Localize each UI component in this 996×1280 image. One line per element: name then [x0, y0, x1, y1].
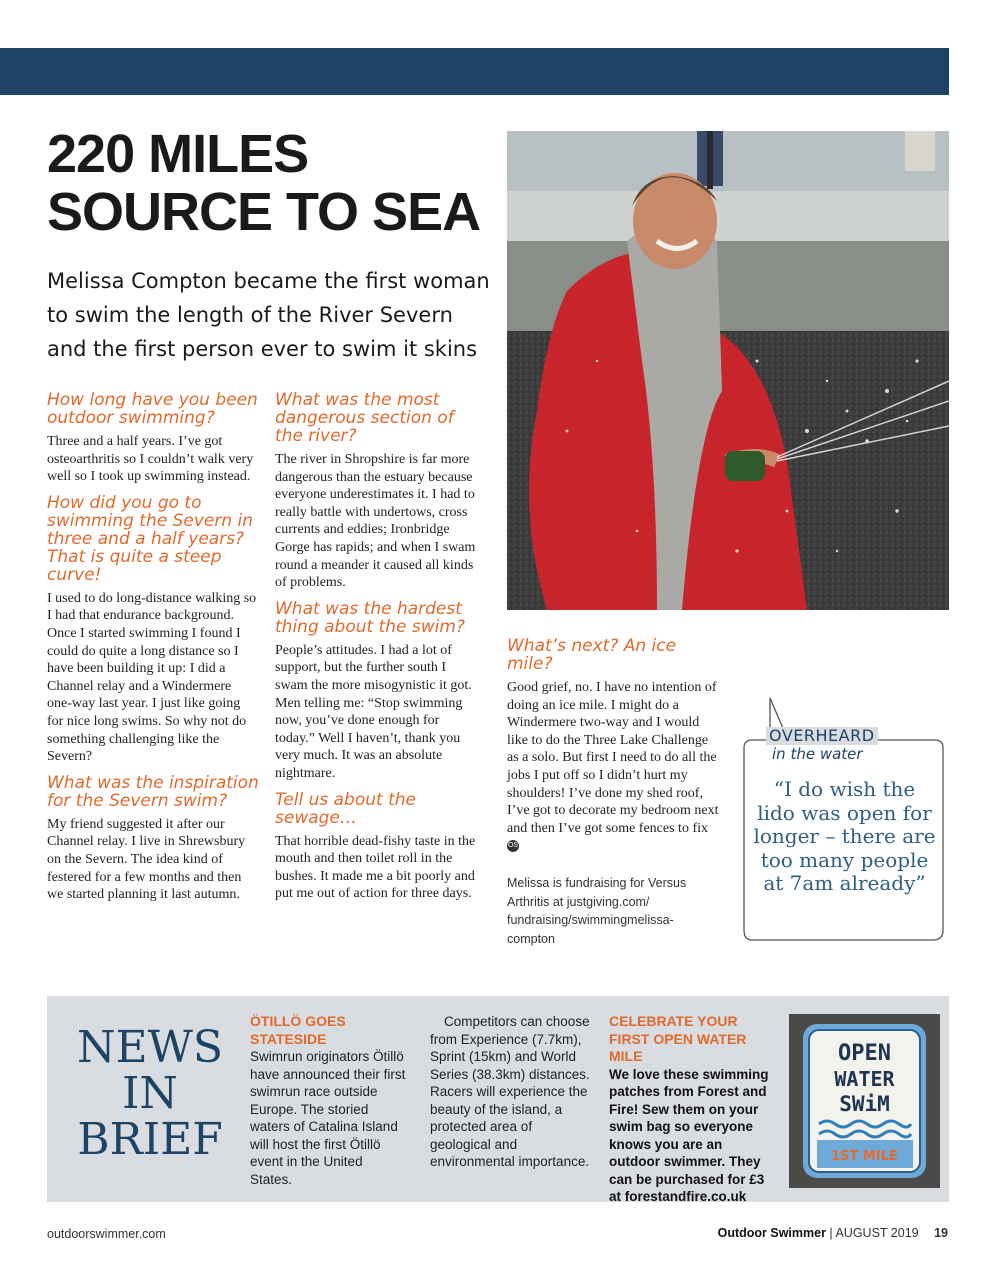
headline-line-2: SOURCE TO SEA [47, 182, 481, 242]
column-2 [275, 391, 480, 911]
news-item-1-continued-body: Competitors can choose from Experience (7.7km), Sprint (15km) and World Series (38.3km) distances. Racers will experience the beauty of the island, a protected area of geological and environmental importance. [430, 1014, 590, 1169]
article-photo [507, 131, 949, 610]
answer-2: I used to do long-distance walking so I had that endurance background. Once I started swimming I found I could do quite a long distance so I have been building it up: I did a Channel relay and a Windermere one-way last year. I just like going for nice long swims. So why not do something challenging like the Severn? [47, 590, 257, 765]
news-in-brief-title [75, 1022, 225, 1165]
news-title-line-2: IN [122, 1068, 178, 1119]
question-7: What’s next? An ice mile? [507, 636, 677, 674]
answer-1: Three and a half years. I’ve got osteoarthritis so I couldn’t walk very well so I took up swimming instead. [47, 434, 254, 485]
question-1: How long have you been outdoor swimming? [47, 390, 258, 428]
question-3: What was the inspiration for the Severn swim? [47, 772, 259, 811]
column-1 [47, 391, 259, 912]
answer-6: That horrible dead-fishy taste in the mouth and then toilet roll in the bushes. It made me a bit poorly and put me out of action for three days. [275, 833, 476, 902]
patch-bottom-text: 1ST MILE [831, 1149, 898, 1164]
answer-4: The river in Shropshire is far more dangerous than the estuary because everyone underestimates it. I had to really battle with undertows, cross currents and eddies; Ironbridge Gorge has rapids; and when I swam round a meander it caused all kinds of problems. [275, 452, 476, 591]
question-2: How did you go to swimming the Severn in three and a half years? That is quite a steep curve! [47, 492, 254, 585]
footer-issue-date: | AUGUST 2019 [829, 1226, 919, 1240]
answer-3: My friend suggested it after our Channel relay. I live in Shrewsbury on the Severn. The idea kind of festered for a few months and then we started planning it last autumn. [47, 816, 246, 903]
patch-text-line-1: OPEN [838, 1041, 891, 1066]
question-5: What was the hardest thing about the swim? [275, 598, 465, 637]
swim-patch-image [789, 1014, 940, 1188]
headline-line-1: 220 MILES [47, 124, 309, 184]
news-item-2-heading: CELEBRATE YOUR FIRST OPEN WATER MILE [609, 1013, 747, 1064]
header-bar [0, 48, 949, 95]
news-item-1 [250, 1013, 406, 1188]
footer-issue [718, 1226, 948, 1240]
news-item-1-body: Swimrun originators Ötillö have announced their first swimrun race outside Europe. The storied waters of Catalina Island will host the first Ötillö event in the United States. [250, 1049, 406, 1187]
end-mark-icon: OS [507, 840, 519, 852]
overheard-sublabel: in the water [772, 745, 863, 763]
patch-text-line-3: SWiM [839, 1092, 890, 1116]
question-4: What was the most dangerous section of the river? [275, 390, 454, 446]
overheard-quote: “I do wish the lido was open for longer – there are too many people at 7am already” [753, 777, 936, 895]
headline [47, 125, 480, 241]
news-title-line-1: NEWS [77, 1022, 223, 1073]
news-item-2 [609, 1013, 771, 1206]
footer-website: outdoorswimmer.com [47, 1227, 166, 1241]
standfirst: Melissa Compton became the first woman to swim the length of the River Severn and the first person ever to swim it skins [47, 269, 490, 361]
answer-7-text: Good grief, no. I have no intention of doing an ice mile. I might do a Windermere two-way and I would like to do the Three Lake Challenge as a solo. But first I need to do all the jobs I put off so I didn’t hurt my shoulders! I’ve done my shed roof, I’ve got to decorate my bedroom next and then I’ve got some fences to fix [507, 680, 719, 836]
news-item-1-heading: ÖTILLÖ GOES STATESIDE [250, 1013, 346, 1047]
page-number: 19 [934, 1226, 948, 1240]
footer-magazine-name: Outdoor Swimmer [717, 1226, 826, 1240]
news-item-1-continued [430, 1013, 590, 1171]
fundraising-note: Melissa is fundraising for Versus Arthritis at justgiving.com/ fundraising/swimmingmelissa-compton [507, 876, 687, 946]
question-6: Tell us about the sewage… [275, 789, 416, 828]
answer-7 [507, 679, 719, 855]
overheard-label: OVERHEARD [766, 727, 878, 745]
answer-5: People’s attitudes. I had a lot of support, but the further south I swam the more misogynistic it got. Men telling me: “Stop swimming now, you’ve done enough for today.” Well I haven’t, thank you very much. It was an absolute nightmare. [275, 642, 472, 781]
patch-text-line-2: WATER [834, 1067, 895, 1091]
news-title-line-3: BRIEF [77, 1114, 223, 1165]
news-item-2-body: We love these swimming patches from Forest and Fire! Sew them on your swim bag so everyone knows you are an outdoor swimmer. They can be purchased for £3 at forestandfire.co.uk [609, 1066, 769, 1204]
column-3 [507, 637, 719, 863]
